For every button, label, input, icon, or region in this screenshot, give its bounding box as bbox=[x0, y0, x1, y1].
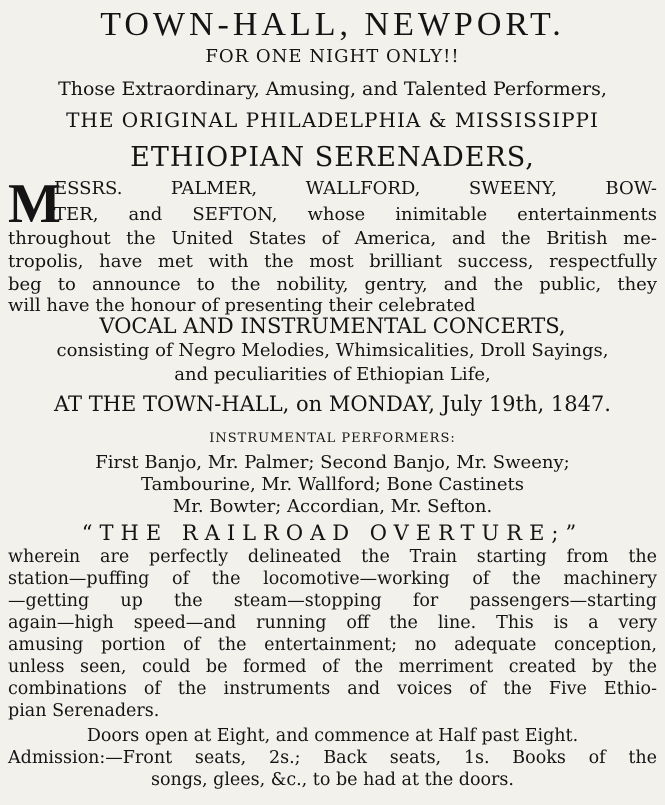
performers-intro: Those Extraordinary, Amusing, and Talented Performers, bbox=[58, 78, 607, 100]
ad-title: TOWN-HALL, NEWPORT. bbox=[100, 6, 565, 43]
door-times: Doors open at Eight, and commence at Half past Eight. bbox=[86, 726, 579, 746]
event-date: AT THE TOWN-HALL, on MONDAY, July 19th, 1847. bbox=[54, 392, 611, 416]
concert-description-cont: and peculiarities of Ethiopian Life, bbox=[174, 364, 491, 385]
concert-heading: VOCAL AND INSTRUMENTAL CONCERTS, bbox=[99, 314, 566, 338]
overture-line: unless seen, could be formed of the merriment created by the bbox=[8, 657, 657, 677]
drop-cap: M bbox=[8, 173, 61, 235]
intro-line: throughout the United States of America, and the British me- bbox=[8, 228, 657, 249]
overture-heading: “THE RAILROAD OVERTURE;” bbox=[81, 521, 584, 545]
intro-line: will have the honour of presenting their celebrated bbox=[8, 295, 476, 316]
intro-line: ESSRS. PALMER, WALLFORD, SWEENY, BOW- bbox=[54, 178, 657, 199]
overture-line: combinations of the instruments and voices of the Five Ethio- bbox=[8, 679, 657, 699]
performers-heading: INSTRUMENTAL PERFORMERS: bbox=[209, 431, 456, 446]
performers-line: First Banjo, Mr. Palmer; Second Banjo, Mr. Sweeny; bbox=[95, 452, 570, 473]
concert-description: consisting of Negro Melodies, Whimsicalities, Droll Sayings, bbox=[56, 340, 609, 361]
overture-line: station—puffing of the locomotive—working of the machinery bbox=[8, 569, 657, 589]
troupe-origin: THE ORIGINAL PHILADELPHIA & MISSISSIPPI bbox=[66, 108, 599, 132]
overture-line: pian Serenaders. bbox=[8, 701, 160, 721]
performers-line: Mr. Bowter; Accordian, Mr. Sefton. bbox=[172, 496, 493, 517]
overture-line: amusing portion of the entertainment; no adequate conception, bbox=[8, 635, 657, 655]
troupe-name: ETHIOPIAN SERENADERS, bbox=[130, 142, 535, 173]
overture-line: again—high speed—and running off the line. This is a very bbox=[8, 613, 657, 633]
one-night-notice: FOR ONE NIGHT ONLY!! bbox=[205, 46, 460, 67]
admission-prices: Admission:—Front seats, 2s.; Back seats, 1s. Books of the bbox=[8, 748, 657, 768]
songbooks-note: songs, glees, &c., to be had at the doors. bbox=[151, 770, 514, 790]
overture-line: —getting up the steam—stopping for passengers—starting bbox=[8, 591, 657, 611]
intro-line: tropolis, have met with the most brilliant success, respectfully bbox=[8, 251, 657, 272]
performers-line: Tambourine, Mr. Wallford; Bone Castinets bbox=[141, 474, 524, 495]
intro-line: TER, and SEFTON, whose inimitable entertainments bbox=[54, 204, 657, 225]
intro-line: beg to announce to the nobility, gentry, and the public, they bbox=[8, 274, 657, 295]
overture-line: wherein are perfectly delineated the Train starting from the bbox=[8, 547, 657, 567]
